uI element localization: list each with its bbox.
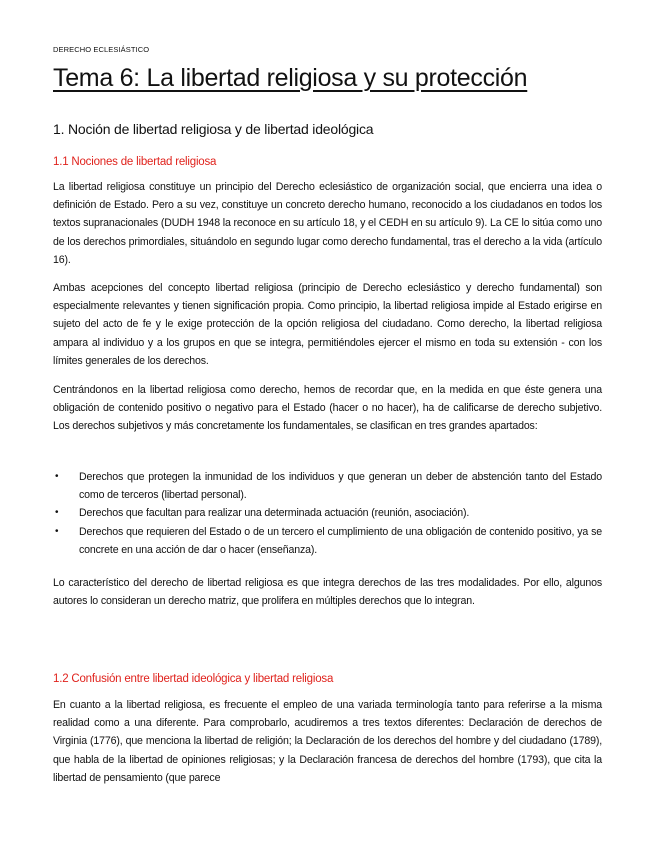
- page-title: Tema 6: La libertad religiosa y su protección: [53, 64, 528, 92]
- subsection-heading-1-1: 1.1 Nociones de libertad religiosa: [53, 156, 217, 168]
- paragraph-5: En cuanto a la libertad religiosa, es frecuente el empleo de una variada terminología tanto para referirse a la misma realidad como a una diferente. Para comprobarlo, acudiremos a tres textos diferentes: Declaración de derechos de Virginia (1776), que menciona la libertad de religión; la Declaración de los derechos del hombre y del ciudadano (1789), que habla de la libertad de opiniones religiosas; y la Declaración francesa de derechos del hombre (1793), que cita la libertad de pensamiento (que parece: [53, 699, 602, 784]
- rights-list: [53, 468, 602, 559]
- list-item-text: Derechos que facultan para realizar una determinada actuación (reunión, asociación).: [79, 507, 470, 520]
- subsection-heading-1-2: 1.2 Confusión entre libertad ideológica y libertad religiosa: [53, 673, 334, 685]
- bullet-icon: •: [55, 471, 59, 482]
- running-header: DERECHO ECLESIÁSTICO: [53, 45, 150, 54]
- list-item-text: Derechos que protegen la inmunidad de los individuos y que generan un deber de abstención tanto del Estado como de terceros (libertad personal).: [79, 471, 602, 502]
- list-item-text: Derechos que requieren del Estado o de un tercero el cumplimiento de una obligación de contenido positivo, ya se concrete en una acción de dar o hacer (enseñanza).: [79, 525, 602, 556]
- bullet-icon: •: [55, 507, 59, 519]
- list-item: [53, 504, 602, 522]
- section-heading: 1. Noción de libertad religiosa y de libertad ideológica: [53, 121, 374, 137]
- list-item: [53, 468, 602, 504]
- paragraph-3: Centrándonos en la libertad religiosa como derecho, hemos de recordar que, en la medida en que éste genera una obligación de contenido positivo o negativo para el Estado (hacer o no hacer), ha de calificarse de derecho subjetivo. Los derechos subjetivos y más concretamente los fundamentales, se clasifican en tres grandes apartados:: [53, 384, 602, 433]
- list-item: [53, 523, 602, 559]
- bullet-icon: •: [55, 525, 59, 537]
- paragraph-2: Ambas acepciones del concepto libertad religiosa (principio de Derecho eclesiástico y derecho fundamental) son especialmente relevantes y tienen significación propia. Como principio, la libertad religiosa impide al Estado erigirse en sujeto del acto de fe y le exige protección de la opción religiosa del ciudadano. Como derecho, la libertad religiosa ampara al individuo y a los grupos en que se integra, permitiéndoles ejercer el mismo en toda su extensión - con los límites generales de los derechos.: [53, 282, 602, 367]
- paragraph-1: La libertad religiosa constituye un principio del Derecho eclesiástico de organización social, que encierra una idea o definición de Estado. Pero a su vez, constituye un concreto derecho humano, reconocido a los ciudadanos en todos los textos supranacionales (DUDH 1948 la reconoce en su artículo 18, y el CEDH en su artículo 9). La CE lo sitúa como uno de los derechos primordiales, situándolo en segundo lugar como derecho fundamental, tras el derecho a la vida (artículo 16).: [53, 181, 602, 266]
- paragraph-4: Lo característico del derecho de libertad religiosa es que integra derechos de las tres modalidades. Por ello, algunos autores lo consideran un derecho matriz, que prolifera en múltiples derechos que lo integran.: [53, 577, 602, 608]
